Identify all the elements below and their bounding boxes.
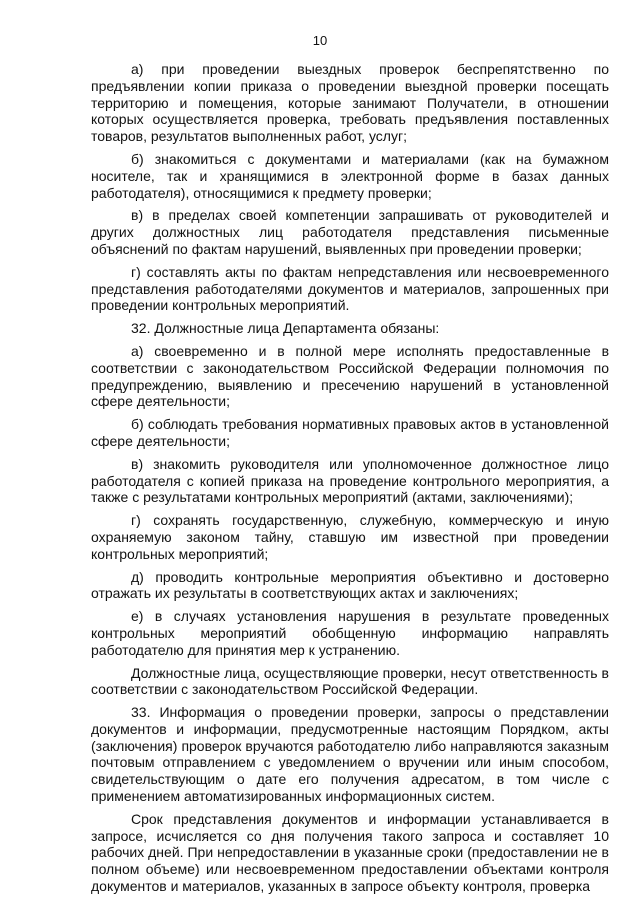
paragraph-31v: в) в пределах своей компетенции запрашивать от руководителей и других должностных лиц работодателя представления письменные объяснений по фактам нарушений, выявленных при проведении проверки; bbox=[91, 207, 609, 257]
paragraph-31a: а) при проведении выездных проверок беспрепятственно по предъявлении копии приказа о проведении выездной проверки посещать территорию и помещения, которые занимают Получатели, в отношении которых осуществляется проверка, требовать предъявления поставленных товаров, результатов выполненных работ, услуг; bbox=[91, 61, 609, 145]
document-body bbox=[91, 61, 609, 901]
paragraph-33: 33. Информация о проведении проверки, запросы о представлении документов и информации, предусмотренные настоящим Порядком, акты (заключения) проверок вручаются работодателю либо направляются заказным почтовым отправлением с уведомлением о вручении или иным способом, свидетельствующим о дате его получения адресатом, в том числе с применением автоматизированных информационных систем. bbox=[91, 704, 609, 805]
paragraph-31g: г) составлять акты по фактам непредставления или несвоевременного представления работодателями документов и материалов, запрошенных при проведении контрольных мероприятий. bbox=[91, 263, 609, 314]
paragraph-document-deadline: Срок представления документов и информации устанавливается в запросе, исчисляется со дня получения такого запроса и составляет 10 рабочих дней. При непредоставлении в указанные сроки (предоставлении не в полном объеме) или несвоевременном предоставлении объектами контроля документов и материалов, указанных в запросе объекту контроля, проверка bbox=[91, 810, 609, 895]
paragraph-31b: б) знакомиться с документами и материалами (как на бумажном носителе, так и хранящимися в электронной форме в базах данных работодателя), относящимися к предмету проверки; bbox=[91, 150, 609, 201]
paragraph-32e: е) в случаях установления нарушения в результате проведенных контрольных мероприятий обобщенную информацию направлять работодателю для принятия мер к устранению. bbox=[91, 608, 609, 658]
paragraph-32g: г) сохранять государственную, служебную, коммерческую и иную охраняемую законом тайну, ставшую им известной при проведении контрольных мероприятий; bbox=[91, 512, 609, 562]
paragraph-32b: б) соблюдать требования нормативных правовых актов в установленной сфере деятельности; bbox=[91, 416, 609, 449]
paragraph-32a: а) своевременно и в полной мере исполнять предоставленные в соответствии с законодательством Российской Федерации полномочия по предупреждению, выявлению и пресечению нарушений в установленной сфере деятельности; bbox=[91, 342, 609, 410]
paragraph-32d: д) проводить контрольные мероприятия объективно и достоверно отражать их результаты в соответствующих актах и заключениях; bbox=[91, 568, 609, 602]
paragraph-32v: в) знакомить руководителя или уполномоченное должностное лицо работодателя с копией приказа на проведение контрольного мероприятия, а также с результатами контрольных мероприятий (актами, заключениями); bbox=[91, 455, 609, 506]
paragraph-32-heading: 32. Должностные лица Департамента обязаны: bbox=[131, 320, 440, 337]
page-number: 10 bbox=[312, 33, 328, 48]
paragraph-responsibility: Должностные лица, осуществляющие проверки, несут ответственность в соответствии с законодательством Российской Федерации. bbox=[91, 664, 609, 698]
